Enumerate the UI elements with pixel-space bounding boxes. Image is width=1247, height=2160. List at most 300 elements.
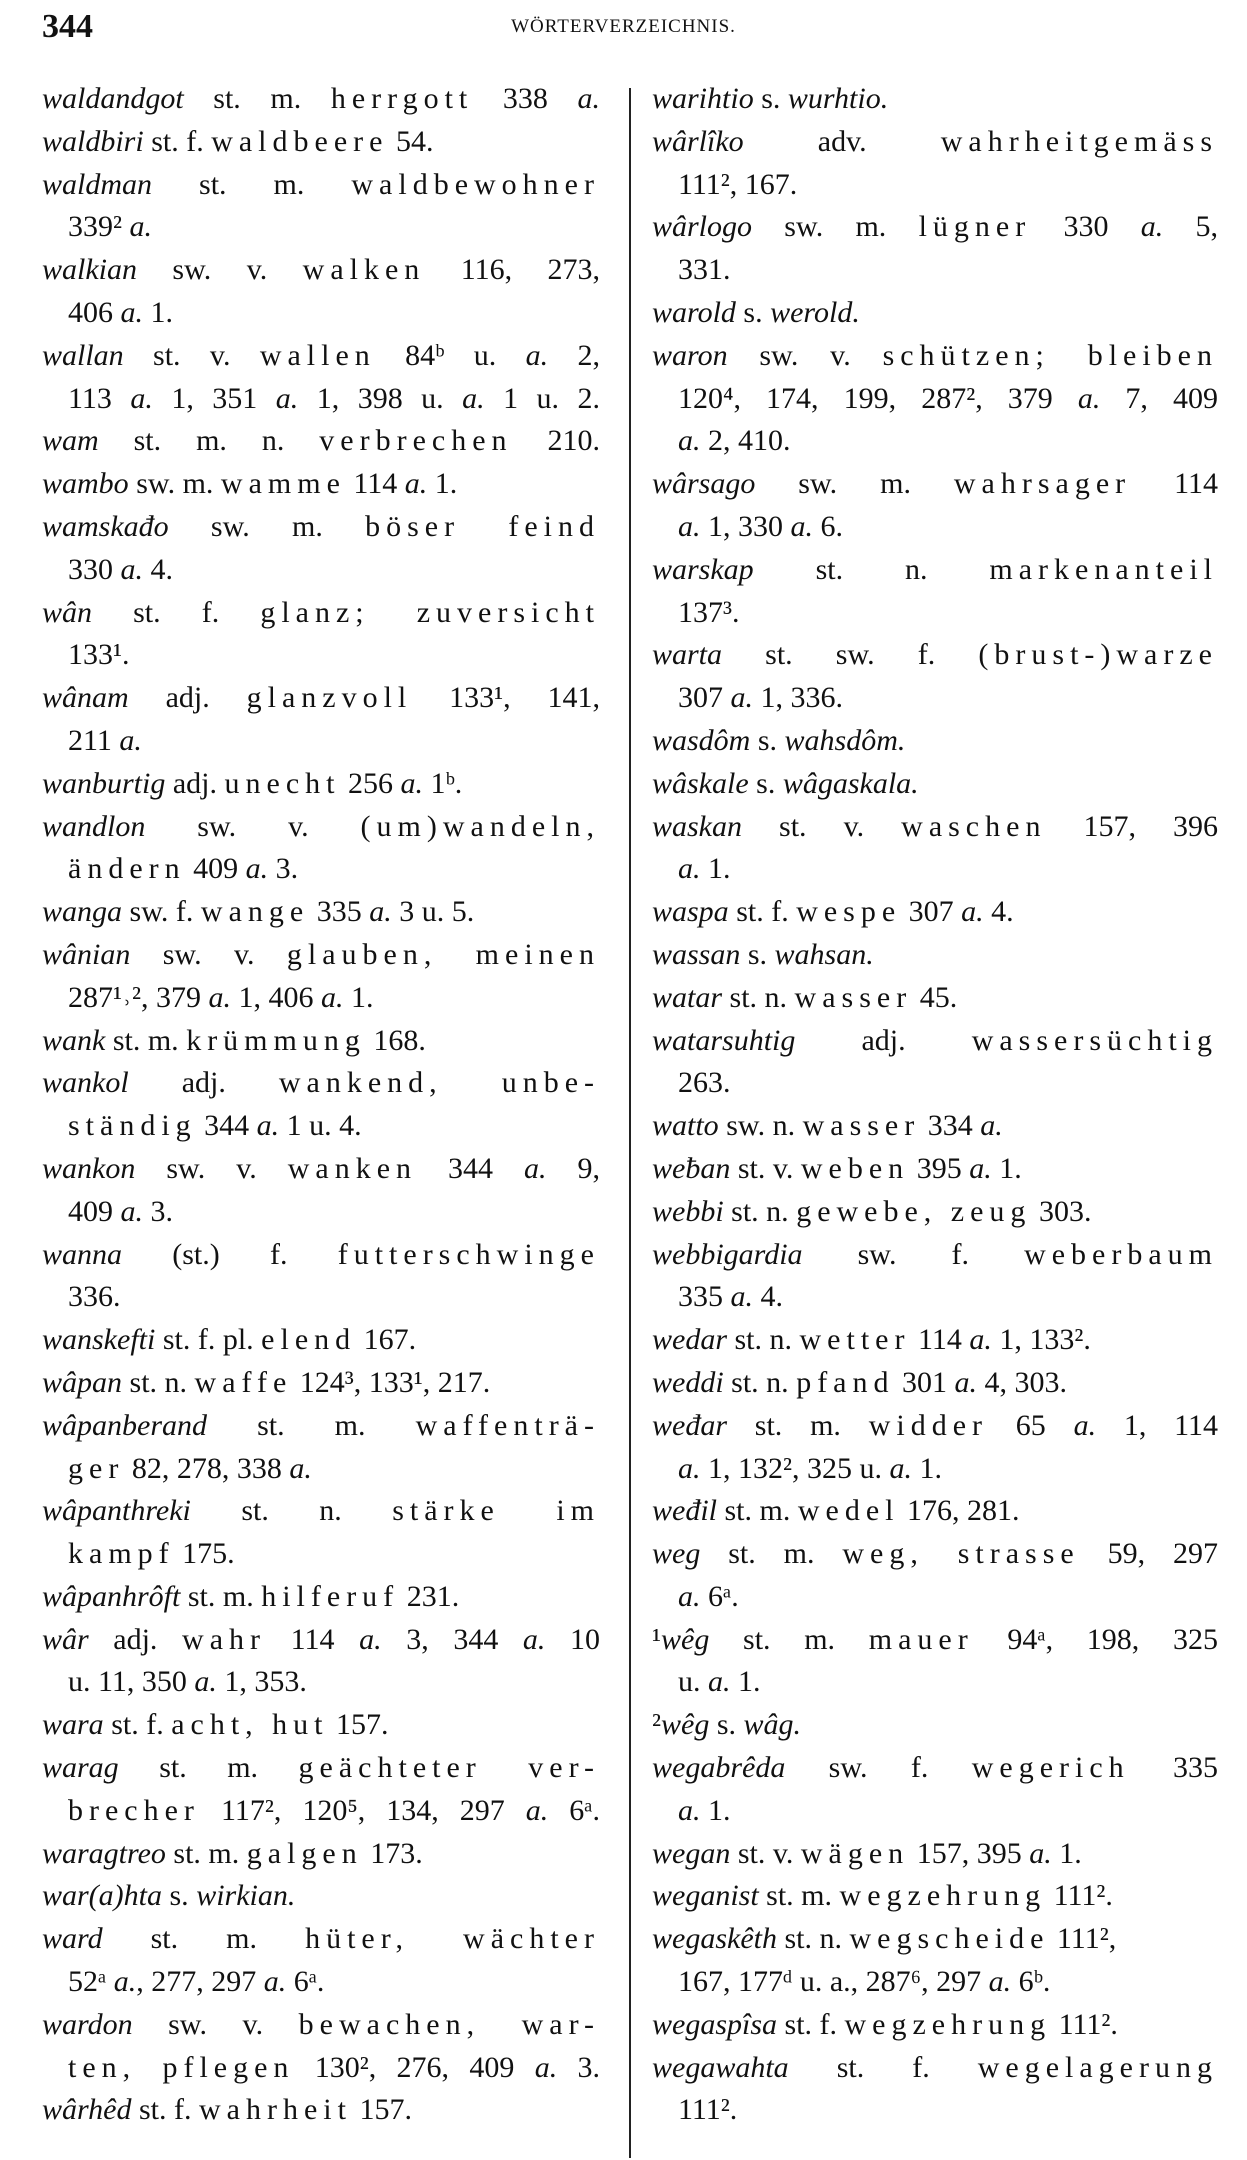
gloss-spaced: stärke im — [392, 1494, 600, 1528]
entry-line — [652, 1533, 1218, 1576]
headword-italic: wam — [42, 424, 99, 458]
gloss-spaced: glanzvoll — [246, 681, 413, 715]
entry-continuation-line — [42, 1448, 600, 1491]
headword-italic: wegaskêth — [652, 1922, 777, 1956]
headword-italic: watto — [652, 1109, 719, 1143]
grammar-text: 1. — [912, 1451, 942, 1485]
entry-line — [652, 1405, 1218, 1448]
grammar-text: 1, 330 — [700, 509, 791, 543]
grammar-text: sw. v. — [132, 2007, 299, 2041]
grammar-text: 307 — [678, 681, 731, 715]
gloss-spaced: ändern — [68, 852, 186, 886]
entry-continuation-line — [42, 720, 600, 763]
headword-italic: wâpanthreki — [42, 1494, 191, 1528]
gloss-spaced: (brust-)warze — [978, 638, 1218, 672]
entry-line — [42, 1490, 600, 1533]
headword-italic: wanga — [42, 895, 123, 929]
entry-line — [652, 806, 1218, 849]
gloss-spaced: acht, hut — [171, 1708, 329, 1742]
grammar-text: 3. — [557, 2050, 600, 2084]
headword-italic: a. — [400, 766, 423, 800]
headword-italic: a. — [678, 509, 701, 543]
grammar-text: st. m. — [165, 1836, 247, 1870]
entry-line — [652, 1833, 1218, 1876]
headword-italic: a. — [969, 1151, 992, 1185]
headword-italic: watarsuhtig — [652, 1023, 796, 1057]
entry-line — [652, 1704, 1218, 1747]
entry-continuation-line — [652, 1576, 1218, 1619]
grammar-text: st. n. — [190, 1494, 393, 1528]
grammar-text: 395 — [909, 1151, 970, 1185]
entry-line — [42, 806, 600, 849]
headword-italic: weđar — [652, 1408, 727, 1442]
grammar-text: 210. — [512, 424, 600, 458]
headword-italic: waron — [652, 338, 728, 372]
entry-line — [42, 677, 600, 720]
headword-italic: wardon — [42, 2007, 133, 2041]
grammar-text: 3, 344 — [381, 1622, 523, 1656]
headword-italic: watar — [652, 980, 723, 1014]
grammar-text: 335 — [309, 895, 370, 929]
gloss-spaced: wassersüchtig — [971, 1023, 1218, 1057]
headword-italic: waldandgot — [42, 82, 184, 115]
grammar-text: adv. — [743, 124, 941, 158]
grammar-text: 344 — [196, 1109, 257, 1143]
entry-continuation-line — [42, 2047, 600, 2090]
grammar-text: adj. — [128, 681, 247, 715]
entry-line — [652, 2004, 1218, 2047]
headword-italic: a. — [790, 509, 813, 543]
headword-italic: a. — [524, 1151, 547, 1185]
grammar-text: u. — [678, 1665, 708, 1699]
grammar-text: 3 u. 5. — [391, 895, 475, 929]
grammar-text: 54. — [388, 124, 434, 158]
gloss-spaced: galgen — [246, 1836, 363, 1870]
grammar-text: 4, 303. — [977, 1365, 1067, 1399]
grammar-text: 173. — [362, 1836, 423, 1870]
entry-continuation-line — [652, 420, 1218, 463]
grammar-text: st. n. — [722, 980, 795, 1014]
grammar-text: st. n. — [723, 1194, 797, 1228]
grammar-text: st. m. — [180, 1579, 262, 1613]
grammar-text: 52ᵃ — [68, 1965, 114, 1999]
headword-italic: a. — [577, 82, 600, 115]
headword-italic: webbi — [652, 1194, 724, 1228]
grammar-text: 176, 281. — [899, 1494, 1020, 1528]
grammar-text: st. m. — [758, 1879, 840, 1913]
grammar-text: sw. f. — [802, 1237, 1025, 1271]
grammar-text: 120⁴, 174, 199, 287², 379 — [678, 381, 1078, 415]
entry-continuation-line — [652, 677, 1218, 720]
grammar-text: st. n. — [727, 1323, 800, 1357]
grammar-text: 409 — [185, 852, 246, 886]
entry-continuation-line — [42, 206, 600, 249]
entry-continuation-line — [652, 1062, 1218, 1105]
page-number: 344 — [42, 8, 93, 45]
headword-italic: warskap — [652, 552, 754, 586]
headword-italic: wegabrêda — [652, 1751, 786, 1785]
gloss-spaced: elend — [261, 1323, 357, 1357]
gloss-spaced: verbrechen — [319, 424, 513, 458]
grammar-text: ¹ — [652, 1622, 661, 1656]
entry-line — [652, 206, 1218, 249]
gloss-spaced: wegerich — [971, 1751, 1130, 1785]
grammar-text: sw. v. — [145, 809, 361, 843]
entry-line — [42, 1020, 600, 1063]
entry-line — [652, 1191, 1218, 1234]
entry-continuation-line — [42, 848, 600, 891]
grammar-text: 111². — [1051, 2007, 1118, 2041]
gloss-spaced: walken — [302, 253, 426, 287]
headword-italic: a. — [678, 424, 701, 458]
grammar-text: ² — [652, 1708, 661, 1742]
grammar-text: 167. — [356, 1323, 417, 1357]
grammar-text: 335 — [1129, 1751, 1218, 1785]
gloss-spaced: wasser — [794, 980, 913, 1014]
gloss-spaced: wahrsager — [953, 467, 1132, 501]
grammar-text: 211 — [68, 723, 120, 757]
grammar-text: 157. — [351, 2093, 412, 2127]
grammar-text: 1, 353. — [216, 1665, 307, 1699]
entry-line — [42, 249, 600, 292]
grammar-text: sw. m. — [755, 467, 954, 501]
headword-italic: wârsago — [652, 467, 756, 501]
grammar-text: st. m. — [152, 167, 352, 201]
grammar-text: 157, 396 — [1046, 809, 1218, 843]
entry-continuation-line — [652, 249, 1218, 292]
grammar-text: 175. — [174, 1537, 235, 1571]
grammar-text: st. n. — [723, 1365, 797, 1399]
grammar-text: s. — [735, 295, 771, 329]
headword-italic: wâpanberand — [42, 1408, 207, 1442]
headword-italic: a. — [263, 1965, 287, 1999]
gloss-spaced: krümmung — [186, 1023, 366, 1057]
headword-italic: wegaspîsa — [652, 2007, 778, 2041]
grammar-text: 6. — [813, 509, 843, 543]
gloss-spaced: wägen — [800, 1836, 910, 1870]
headword-italic: wegawahta — [652, 2050, 789, 2084]
gloss-spaced: ger — [68, 1451, 125, 1485]
grammar-text: 157, 395 — [909, 1836, 1030, 1870]
grammar-text: 287¹˒², 379 — [68, 980, 209, 1014]
headword-italic: a. — [1077, 381, 1101, 415]
gloss-spaced: waffe — [194, 1365, 293, 1399]
grammar-text: 6ᵃ. — [286, 1965, 325, 1999]
grammar-text: adj. — [88, 1622, 183, 1656]
gloss-spaced: bewachen, war- — [298, 2007, 600, 2041]
headword-italic: walkian — [42, 253, 137, 287]
headword-italic: wâpanhrôft — [42, 1579, 181, 1613]
grammar-text: 3. — [143, 1194, 173, 1228]
headword-italic: a. — [194, 1665, 217, 1699]
gloss-spaced: weg, strasse — [842, 1537, 1080, 1571]
grammar-text: 114 — [345, 467, 405, 501]
grammar-text: 59, 297 — [1079, 1537, 1218, 1571]
grammar-text: sw. v. — [137, 253, 303, 287]
headword-italic: a. — [678, 1793, 701, 1827]
entry-line — [42, 506, 600, 549]
grammar-text: st. f. — [788, 2050, 978, 2084]
grammar-text: st. m. — [207, 1408, 416, 1442]
entry-line — [42, 78, 600, 121]
grammar-text: 334 — [920, 1109, 981, 1143]
entry-continuation-line — [652, 848, 1218, 891]
grammar-text: adj. — [795, 1023, 972, 1057]
headword-italic: wêg — [661, 1708, 710, 1742]
gloss-spaced: böser feind — [365, 509, 600, 543]
grammar-text: s. — [750, 723, 785, 757]
grammar-text: (st.) f. — [122, 1237, 338, 1271]
headword-italic: warold — [652, 295, 736, 329]
headword-italic: wâskale — [652, 766, 749, 800]
gloss-spaced: wasser — [802, 1109, 921, 1143]
grammar-text: st. m. — [717, 1494, 798, 1528]
grammar-text: st. m. — [727, 1408, 869, 1442]
headword-italic: wân — [42, 595, 93, 629]
grammar-text: 303. — [1031, 1194, 1092, 1228]
grammar-text: 94ᵃ, 198, 325 — [973, 1622, 1218, 1656]
headword-italic: wankol — [42, 1066, 129, 1100]
headword-italic: ward — [42, 1922, 103, 1956]
entry-line — [42, 463, 600, 506]
gloss-spaced: (um)wandeln, — [360, 809, 600, 843]
grammar-text: sw. v. — [135, 1151, 288, 1185]
entry-line — [652, 1148, 1218, 1191]
headword-italic: a. — [1029, 1836, 1052, 1870]
entry-line — [652, 1747, 1218, 1790]
grammar-text: 1. — [143, 295, 173, 329]
gloss-spaced: waffenträ- — [415, 1408, 600, 1442]
grammar-text: , 277, 297 — [136, 1965, 264, 1999]
entry-line — [652, 1362, 1218, 1405]
grammar-text: 1. — [700, 1793, 731, 1827]
entry-line — [42, 1062, 600, 1105]
headword-italic: weđil — [652, 1494, 717, 1528]
headword-italic: a. — [245, 852, 269, 886]
grammar-text: 10 — [545, 1622, 600, 1656]
headword-italic: werold. — [770, 295, 860, 329]
headword-italic: weg — [652, 1537, 701, 1571]
gloss-spaced: wahrheit — [198, 2093, 352, 2127]
entry-line — [652, 549, 1218, 592]
running-title: WÖRTERVERZEICHNIS. — [511, 16, 736, 37]
entry-continuation-line — [652, 592, 1218, 635]
headword-italic: a. — [369, 895, 392, 929]
gloss-spaced: wegzehrung — [839, 1879, 1047, 1913]
grammar-text: sw. f. — [122, 895, 201, 929]
headword-italic: wandlon — [42, 809, 146, 843]
entry-line — [652, 335, 1218, 378]
grammar-text: st. n. — [122, 1365, 195, 1399]
headword-italic: a. — [988, 1965, 1012, 1999]
headword-italic: wânam — [42, 681, 129, 715]
headword-italic: a. — [678, 852, 701, 886]
headword-italic: war(a)hta — [42, 1879, 162, 1913]
gloss-spaced: mauer — [868, 1622, 974, 1656]
headword-italic: wârhêd — [42, 2093, 132, 2127]
gloss-spaced: wahrheitgemäss — [940, 124, 1218, 158]
grammar-text: 330 — [68, 552, 121, 586]
headword-italic: waldman — [42, 167, 153, 201]
grammar-text: 263. — [678, 1066, 731, 1100]
grammar-text: st. m. — [102, 1922, 306, 1956]
gloss-spaced: wetter — [799, 1323, 911, 1357]
gloss-spaced: wespe — [796, 895, 902, 929]
grammar-text: st. m. — [183, 82, 331, 115]
grammar-text: sw. m. — [168, 509, 366, 543]
grammar-text: 1, 336. — [753, 681, 843, 715]
gloss-spaced: wegscheide — [849, 1922, 1050, 1956]
grammar-text: 339² — [68, 210, 130, 244]
grammar-text: 1 u. 4. — [279, 1109, 362, 1143]
headword-italic: a. — [525, 338, 549, 372]
entry-line — [42, 1875, 600, 1918]
grammar-text: sw. f. — [785, 1751, 972, 1785]
entry-line — [42, 335, 600, 378]
gloss-spaced: wanken — [287, 1151, 418, 1185]
entry-continuation-line — [652, 1790, 1218, 1833]
grammar-text: 336. — [68, 1280, 121, 1314]
grammar-text: 1. — [730, 1665, 761, 1699]
entry-continuation-line — [42, 1661, 600, 1704]
entry-line — [42, 592, 600, 635]
entry-line — [652, 463, 1218, 506]
grammar-text: 6ᵇ. — [1011, 1965, 1051, 1999]
grammar-text: 7, 409 — [1100, 381, 1218, 415]
grammar-text: 331. — [678, 253, 731, 287]
headword-italic: wanburtig — [42, 766, 166, 800]
headword-italic: wassan — [652, 937, 741, 971]
grammar-text: 2, — [548, 338, 600, 372]
gloss-spaced: wegzehrung — [844, 2007, 1052, 2041]
grammar-text: sw. m. — [752, 210, 919, 244]
grammar-text: 133¹. — [68, 638, 130, 672]
grammar-text: st. m. — [709, 1622, 869, 1656]
headword-italic: a. — [678, 1451, 701, 1485]
headword-italic: a. — [256, 1109, 280, 1143]
gloss-spaced: wankend, unbe- — [278, 1066, 600, 1100]
headword-italic: a. — [730, 1280, 753, 1314]
grammar-text: st. n. — [776, 1922, 850, 1956]
entry-continuation-line — [42, 1191, 600, 1234]
grammar-text: 1. — [991, 1151, 1022, 1185]
headword-italic: weganist — [652, 1879, 759, 1913]
gloss-spaced: kampf — [68, 1537, 175, 1571]
grammar-text: s. — [748, 766, 783, 800]
entry-line — [652, 1234, 1218, 1277]
grammar-text: 344 — [417, 1151, 525, 1185]
grammar-text: 2, 410. — [700, 424, 791, 458]
grammar-text: 130², 276, 409 — [294, 2050, 535, 2084]
entry-line — [652, 891, 1218, 934]
headword-italic: wâg. — [743, 1708, 802, 1742]
grammar-text: sw. m. — [128, 467, 221, 501]
grammar-text: adj. — [128, 1066, 279, 1100]
grammar-text: 1, 406 — [230, 980, 321, 1014]
grammar-text: 4. — [753, 1280, 783, 1314]
grammar-text: 111². — [678, 2093, 738, 2127]
headword-italic: a. — [1073, 1408, 1097, 1442]
headword-italic: a. — [120, 552, 143, 586]
headword-italic: waldbiri — [42, 124, 144, 158]
gloss-spaced: hilferuf — [261, 1579, 400, 1613]
entry-continuation-line — [42, 634, 600, 677]
headword-italic: a. — [534, 2050, 558, 2084]
headword-italic: a. — [678, 1579, 701, 1613]
headword-italic: waskan — [652, 809, 742, 843]
headword-italic: a. — [954, 1365, 977, 1399]
grammar-text: 9, — [546, 1151, 600, 1185]
grammar-text: st. m. — [118, 1751, 299, 1785]
left-column — [42, 78, 600, 2132]
gloss-spaced: ständig — [68, 1109, 197, 1143]
entry-line — [652, 1020, 1218, 1063]
grammar-text: 111². — [1046, 1879, 1113, 1913]
gloss-spaced: brecher — [68, 1793, 200, 1827]
grammar-text: 113 — [68, 381, 131, 415]
headword-italic: wurhtio. — [787, 82, 889, 115]
entry-line — [42, 1405, 600, 1448]
entry-line — [42, 1148, 600, 1191]
grammar-text: st. f. — [728, 895, 797, 929]
gloss-spaced: glauben, meinen — [286, 937, 600, 971]
headword-italic: a. — [130, 381, 153, 415]
headword-italic: a. — [980, 1109, 1003, 1143]
headword-italic: wegan — [652, 1836, 731, 1870]
entry-line — [42, 1704, 600, 1747]
entry-continuation-line — [652, 378, 1218, 421]
entry-continuation-line — [652, 1276, 1218, 1319]
headword-italic: a. — [730, 681, 753, 715]
headword-italic: a. — [525, 1793, 549, 1827]
gloss-spaced: unecht — [224, 766, 341, 800]
entry-line — [42, 891, 600, 934]
grammar-text: st. f. — [131, 2093, 199, 2127]
grammar-text: 1. — [1051, 1836, 1082, 1870]
grammar-text: s. — [709, 1708, 744, 1742]
grammar-text: 84ᵇ u. — [375, 338, 526, 372]
entry-line — [42, 2089, 600, 2132]
grammar-text: 137³. — [678, 595, 740, 629]
headword-italic: wasdôm — [652, 723, 751, 757]
entry-line — [42, 1576, 600, 1619]
grammar-text: 157. — [328, 1708, 389, 1742]
grammar-text: 6ᵃ. — [700, 1579, 739, 1613]
headword-italic: webbigardia — [652, 1237, 803, 1271]
grammar-text: 167, 177ᵈ u. a., 287⁶, 297 — [678, 1965, 989, 1999]
grammar-text: st. f. — [777, 2007, 845, 2041]
grammar-text: 1, 351 — [152, 381, 276, 415]
headword-italic: wahsdôm. — [784, 723, 906, 757]
entry-continuation-line — [42, 1961, 600, 2004]
headword-italic: weddi — [652, 1365, 724, 1399]
headword-italic: a. — [969, 1323, 992, 1357]
grammar-text: 133¹, 141, — [412, 681, 600, 715]
entry-continuation-line — [42, 1105, 600, 1148]
grammar-text: 114 — [266, 1622, 360, 1656]
grammar-text: st. n. — [753, 552, 990, 586]
grammar-text: 4. — [983, 895, 1014, 929]
entry-line — [652, 1918, 1218, 1961]
gloss-spaced: ten, pflegen — [68, 2050, 295, 2084]
grammar-text: st. f. — [143, 124, 212, 158]
gloss-spaced: waldbeere — [211, 124, 389, 158]
grammar-text: 111², 167. — [678, 167, 798, 201]
entry-line — [652, 634, 1218, 677]
gloss-spaced: weben — [800, 1151, 910, 1185]
grammar-text: 117², 120⁵, 134, 297 — [199, 1793, 526, 1827]
grammar-text: 1. — [427, 467, 458, 501]
